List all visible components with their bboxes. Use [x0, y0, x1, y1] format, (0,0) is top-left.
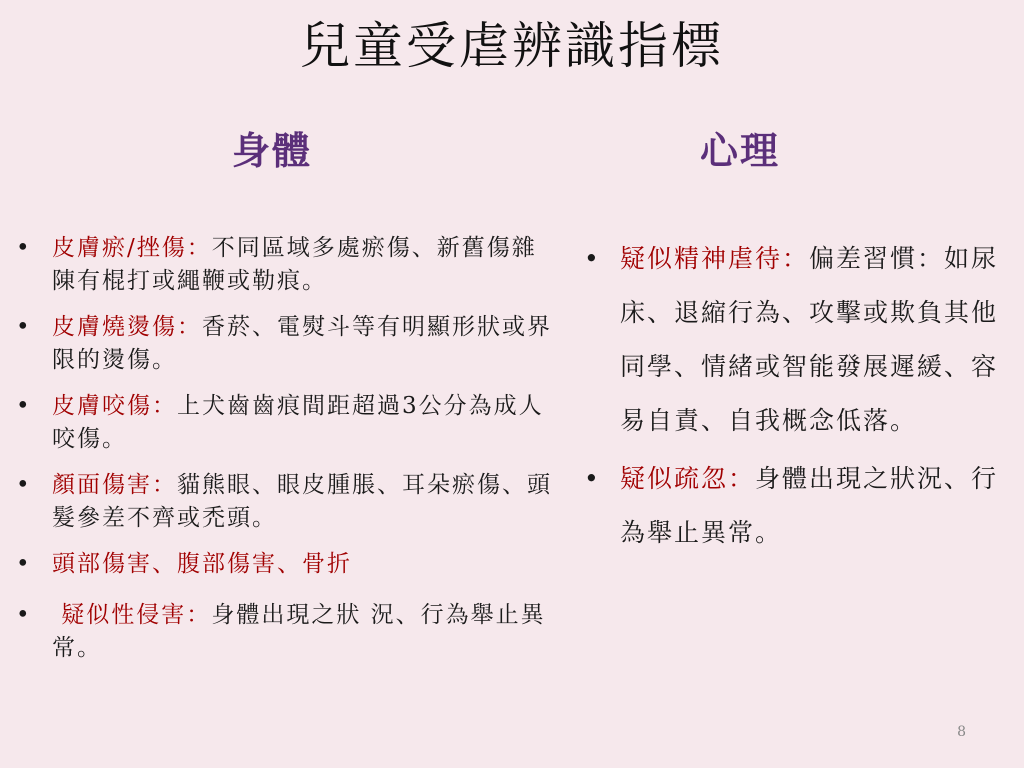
- indicator-description: 身體出現之狀況、行為舉止異常。: [620, 464, 999, 547]
- list-item: [12, 599, 557, 665]
- psychological-indicator-list: [580, 232, 1020, 564]
- indicator-term: 頭部傷害、腹部傷害、骨折: [52, 551, 352, 577]
- indicator-description: 不同區域多處瘀傷、新舊傷雜陳有棍打或繩鞭或勒痕。: [52, 235, 537, 294]
- indicator-term: 皮膚燒燙傷：: [52, 314, 202, 340]
- list-item: [12, 311, 557, 377]
- list-item: [12, 232, 557, 298]
- list-item: [580, 452, 1020, 560]
- indicator-description: 偏差習慣：如尿床、退縮行為、攻擊或欺負其他同學、情緒或智能發展遲緩、容易自責、自我概念低落。: [620, 244, 999, 435]
- indicator-term: 皮膚瘀/挫傷：: [52, 235, 212, 261]
- page-number: 8: [957, 724, 966, 740]
- indicator-term: 疑似精神虐待：: [620, 244, 810, 273]
- indicator-description: 身體出現之狀 況、行為舉止異常。: [52, 602, 546, 661]
- list-item: [580, 232, 1020, 448]
- physical-indicator-list: [12, 232, 557, 678]
- indicator-description: 貓熊眼、眼皮腫脹、耳朵瘀傷、頭髮參差不齊或禿頭。: [52, 472, 552, 531]
- list-item: [12, 548, 557, 581]
- indicator-term: 疑似性侵害：: [52, 602, 212, 628]
- indicator-description: 香菸、電熨斗等有明顯形狀或界限的燙傷。: [52, 314, 552, 373]
- list-item: [12, 469, 557, 535]
- indicator-term: 顏面傷害：: [52, 472, 177, 498]
- indicator-term: 皮膚咬傷：: [52, 393, 177, 419]
- list-item: [12, 390, 557, 456]
- indicator-term: 疑似疏忽：: [620, 464, 756, 493]
- indicator-description: 上犬齒齒痕間距超過3公分為成人咬傷。: [52, 393, 544, 452]
- slide-title: 兒童受虐辨識指標: [300, 17, 724, 75]
- psychological-heading: 心理: [700, 128, 781, 173]
- physical-heading: 身體: [232, 128, 313, 173]
